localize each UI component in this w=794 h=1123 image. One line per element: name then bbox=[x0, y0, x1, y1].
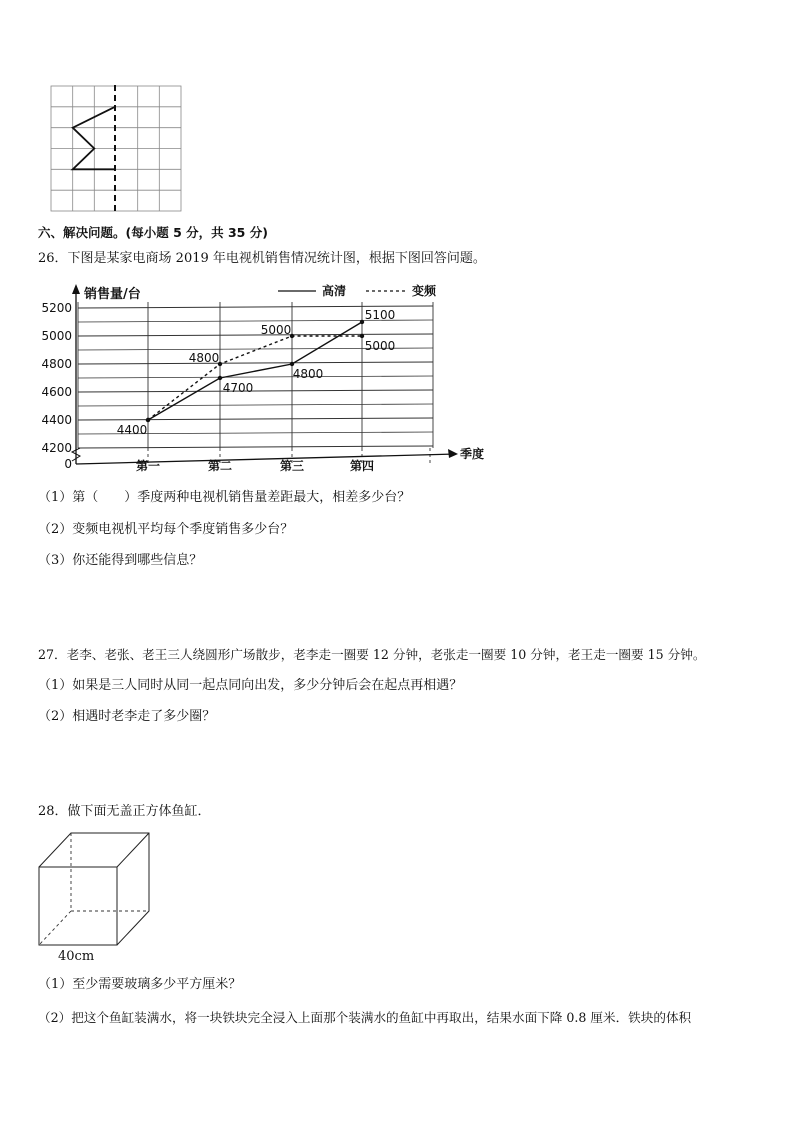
open-cube-figure bbox=[36, 830, 156, 950]
data-point bbox=[290, 362, 294, 366]
grid-hline bbox=[78, 376, 433, 378]
q26-sub1: （1）第（ ）季度两种电视机销售量差距最大，相差多少台？ bbox=[38, 490, 411, 505]
cube-edge-label: 40cm bbox=[58, 949, 95, 964]
grid-svg bbox=[50, 85, 182, 213]
data-label: 5000 bbox=[260, 323, 292, 337]
data-label: 4700 bbox=[222, 381, 254, 395]
data-point bbox=[146, 418, 150, 422]
legend-label: 高清 bbox=[322, 284, 347, 298]
data-label: 4800 bbox=[292, 367, 324, 381]
x-axis-arrow bbox=[448, 449, 458, 458]
y-tick-label: 4400 bbox=[41, 413, 72, 427]
y-tick-label: 0 bbox=[64, 457, 72, 471]
cube-front-face bbox=[39, 867, 117, 945]
q26-sub3: （3）你还能得到哪些信息？ bbox=[38, 553, 203, 568]
q28-stem: 28．做下面无盖正方体鱼缸． bbox=[38, 804, 211, 819]
y-tick-label: 4200 bbox=[41, 441, 72, 455]
chart-svg bbox=[38, 280, 498, 480]
x-tick-label: 第四 bbox=[349, 459, 375, 473]
x-tick-label: 第一 bbox=[135, 459, 161, 473]
q26-stem: 26．下图是某家电商场 2019 年电视机销售情况统计图，根据下图回答问题。 bbox=[38, 251, 486, 266]
x-axis-title: 季度 bbox=[460, 447, 485, 461]
symmetry-grid-figure bbox=[50, 85, 182, 213]
grid-hline bbox=[78, 334, 433, 336]
q27-stem: 27．老李、老张、老王三人绕圆形广场散步，老李走一圈要 12 分钟，老张走一圈要 10 分钟，老王走一圈要 15 分钟。 bbox=[38, 647, 706, 662]
cube-top-edge bbox=[117, 833, 149, 867]
grid-hline bbox=[78, 404, 433, 406]
x-tick-label: 第三 bbox=[279, 459, 305, 473]
axis-break-mark bbox=[72, 448, 80, 461]
grid-hline bbox=[78, 390, 433, 392]
cube-visible-edges bbox=[39, 833, 149, 945]
x-tick-label: 第二 bbox=[207, 459, 233, 473]
data-point bbox=[218, 376, 222, 380]
q26-sub2: （2）变频电视机平均每个季度销售多少台？ bbox=[38, 522, 294, 537]
y-tick-label: 4800 bbox=[41, 357, 72, 371]
data-label: 4800 bbox=[188, 351, 220, 365]
q27-sub1: （1）如果是三人同时从同一起点同向出发，多少分钟后会在起点再相遇？ bbox=[38, 678, 463, 693]
data-point bbox=[360, 320, 364, 324]
half-shape bbox=[73, 107, 115, 170]
y-tick-label: 5000 bbox=[41, 329, 72, 343]
data-point bbox=[360, 334, 364, 338]
section-header: 六、解决问题。(每小题 5 分，共 35 分) bbox=[38, 225, 268, 240]
y-axis-arrow bbox=[72, 284, 80, 294]
y-tick-label: 5200 bbox=[41, 301, 72, 315]
data-label: 5100 bbox=[364, 308, 396, 322]
cube-svg bbox=[36, 830, 156, 950]
grid-hline bbox=[78, 446, 433, 448]
data-label: 5000 bbox=[364, 339, 396, 353]
grid-hline bbox=[78, 362, 433, 364]
grid-hline bbox=[78, 418, 433, 420]
sales-line-chart bbox=[38, 280, 498, 480]
legend-label: 变频 bbox=[412, 284, 437, 298]
q28-sub1: （1）至少需要玻璃多少平方厘米？ bbox=[38, 977, 242, 992]
q27-sub2: （2）相遇时老李走了多少圈？ bbox=[38, 709, 216, 724]
y-axis-title: 销售量/台 bbox=[84, 287, 141, 302]
x-axis bbox=[76, 454, 456, 464]
y-tick-label: 4600 bbox=[41, 385, 72, 399]
q28-sub2: （2）把这个鱼缸装满水，将一块铁块完全浸入上面那个装满水的鱼缸中再取出，结果水面下降 0.8 厘米．铁块的体积 bbox=[38, 1010, 692, 1025]
data-label: 4400 bbox=[116, 423, 148, 437]
